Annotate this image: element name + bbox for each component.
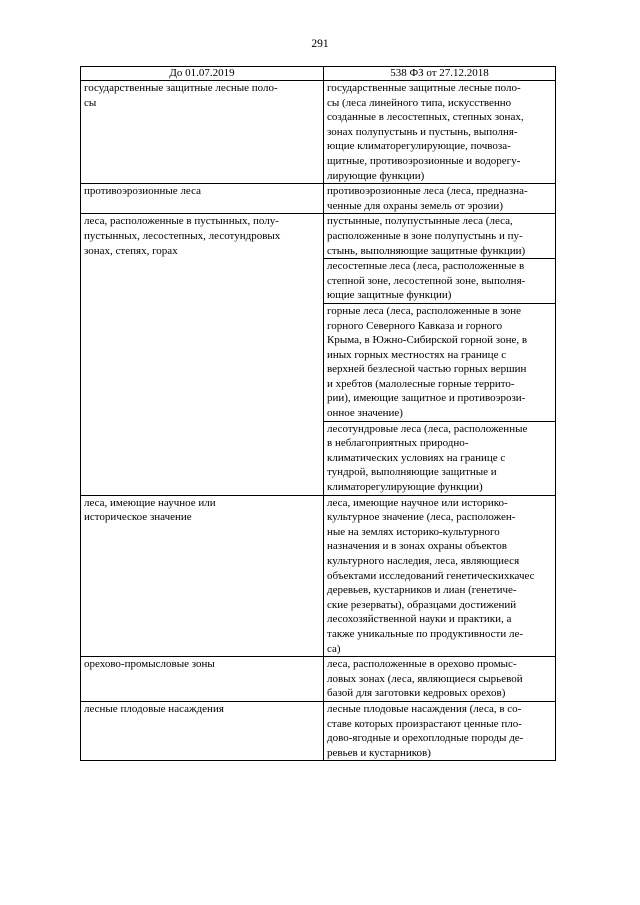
cell-new-wording: лесостепные леса (леса, расположенные в степной зоне, лесостепной зоне, выполня- ющие защитные функции) [324, 259, 556, 304]
cell-new-wording: противоэрозионные леса (леса, предназна- ченные для охраны земель от эрозии) [324, 184, 556, 214]
cell-old-wording: лесные плодовые насаждения [81, 701, 324, 760]
comparison-table [80, 66, 556, 761]
cell-old-wording: государственные защитные лесные поло- сы [81, 81, 324, 184]
page-number: 291 [311, 38, 329, 50]
table-row [81, 81, 556, 184]
cell-old-wording: леса, расположенные в пустынных, полу- пустынных, лесостепных, лесотундровых зонах, степях, горах [81, 214, 324, 495]
cell-new-wording: леса, имеющие научное или историко- культурное значение (леса, расположен- ные на землях историко-культурного назначения и в зонах охраны объектов культурного наследия, леса, являющиеся объектами исследований генетическихкачес деревьев, кустарников и лиан (генетиче- ские резерваты), образцами достижений лесохозяйственной науки и практики, а также уникальные по продуктивности ле- са) [324, 495, 556, 657]
cell-new-wording: горные леса (леса, расположенные в зоне горного Северного Кавказа и горного Крыма, в Южно-Сибирской горной зоне, в иных горных местностях на границе с верхней безлесной частью горных вершин и хребтов (малолесные горные террито- рии), имеющие защитное и противоэрози- онное значение) [324, 303, 556, 421]
table-row [81, 495, 556, 657]
table-row [81, 184, 556, 214]
column-header-new: 538 ФЗ от 27.12.2018 [324, 67, 556, 81]
table-row [81, 214, 556, 259]
cell-new-wording: лесные плодовые насаждения (леса, в со- ставе которых произрастают ценные пло- дово-ягодные и орехоплодные породы де- ревьев и кустарников) [324, 701, 556, 760]
cell-new-wording: лесотундровые леса (леса, расположенные в неблагоприятных природно- климатических условиях на границе с тундрой, выполняющие защитные и климаторегулирующие функции) [324, 421, 556, 495]
table-row [81, 701, 556, 760]
cell-new-wording: пустынные, полупустынные леса (леса, расположенные в зоне полупустынь и пу- стынь, выполняющие защитные функции) [324, 214, 556, 259]
cell-new-wording: леса, расположенные в орехово промыс- ловых зонах (леса, являющиеся сырьевой базой для заготовки кедровых орехов) [324, 657, 556, 702]
cell-old-wording: противоэрозионные леса [81, 184, 324, 214]
cell-new-wording: государственные защитные лесные поло- сы (леса линейного типа, искусственно созданные в лесостепных, степных зонах, зонах полупустынь и пустынь, выполня- ющие климаторегулирующие, почвоза- щитные, противоэрозионные и водорегу- лирующие функции) [324, 81, 556, 184]
table-header-row [81, 67, 556, 81]
cell-old-wording: орехово-промысловые зоны [81, 657, 324, 702]
cell-old-wording: леса, имеющие научное или историческое значение [81, 495, 324, 657]
table-row [81, 657, 556, 702]
column-header-old: До 01.07.2019 [81, 67, 324, 81]
